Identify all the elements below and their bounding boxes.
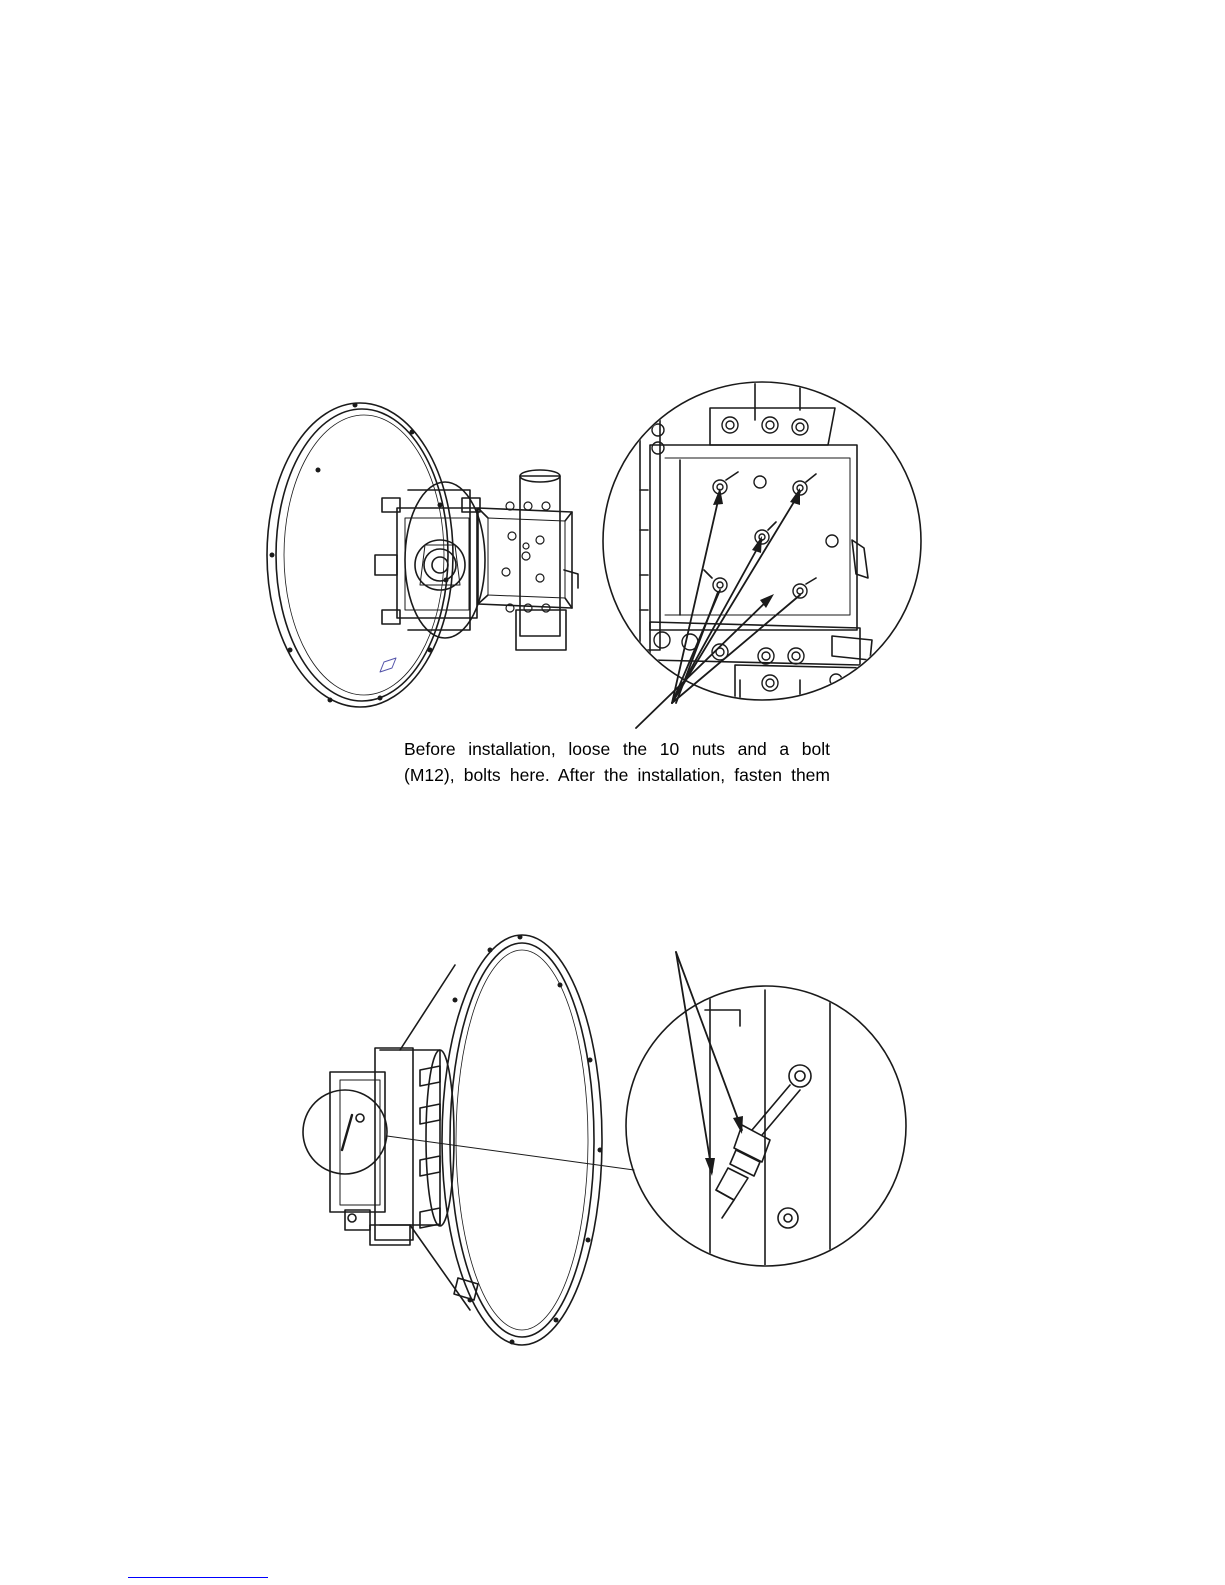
- footnote-separator: [128, 1577, 268, 1578]
- antenna-rear-view-drawing: [267, 403, 578, 708]
- installation-caption: [404, 736, 830, 788]
- antenna-side-view-drawing: [303, 935, 634, 1346]
- caption-line-2: (M12), bolts here. After the installation, fasten them: [404, 765, 830, 785]
- adjuster-detail-circle: [626, 986, 906, 1270]
- caption-line-1: Before installation, loose the 10 nuts and a bolt: [404, 739, 830, 759]
- bolt-detail-circle: [603, 370, 921, 720]
